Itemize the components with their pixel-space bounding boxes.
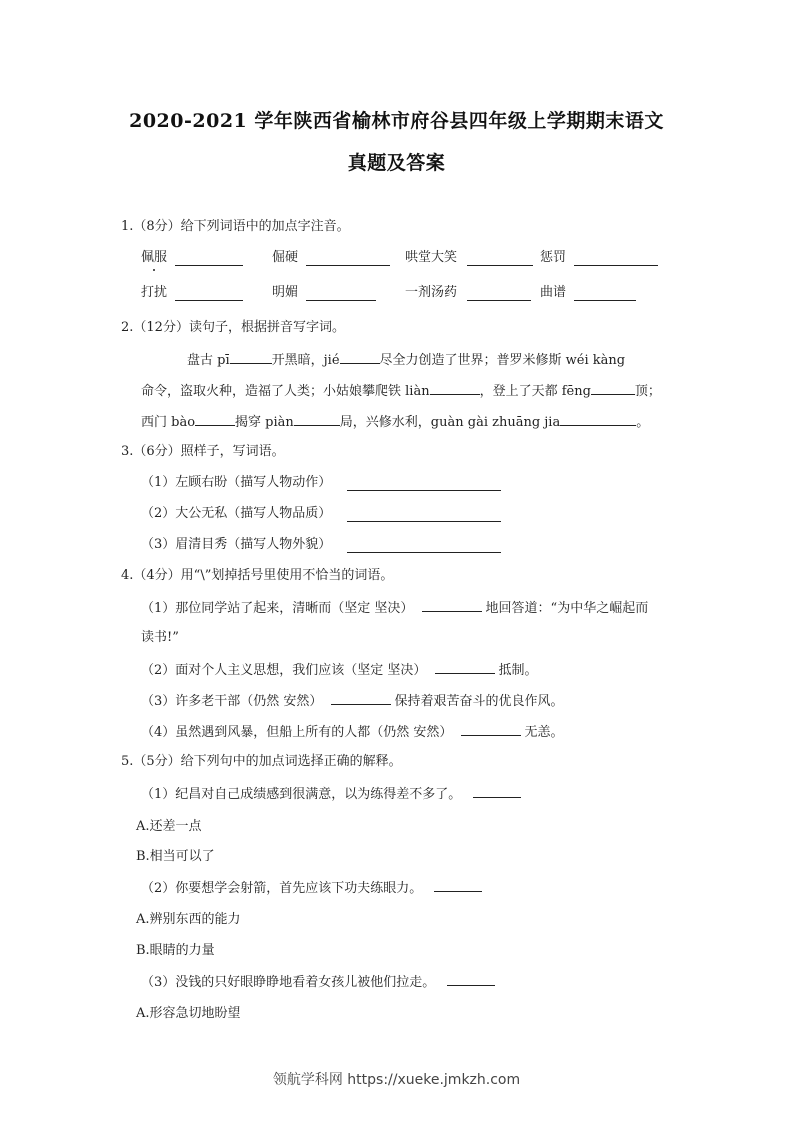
q1-answer-blank-7[interactable] (467, 287, 531, 301)
q1-answer-blank-6[interactable] (306, 287, 376, 301)
q5-sentence-2 (141, 878, 482, 898)
q1-answer-blank-2[interactable] (306, 252, 390, 266)
q4-item-3 (141, 691, 564, 711)
q2-blank-bao[interactable] (195, 412, 235, 426)
q4-answer-blank-1[interactable] (422, 598, 482, 612)
q1-item-qupu: 曲谱 (540, 285, 567, 300)
q2-blank-lian[interactable] (430, 381, 480, 395)
q4-stem: 4.（4分）用“\”划掉括号里使用不恰当的词语。 (121, 568, 394, 583)
q5-option-2a: A.辨别东西的能力 (136, 912, 241, 927)
q4-text: （1）那位同学站了起来，清晰而（坚定 坚决） (141, 601, 414, 616)
q5-option-1b: B.相当可以了 (136, 849, 215, 864)
q1-answer-blank-1[interactable] (175, 252, 243, 266)
q5-text: （2）你要想学会射箭，首先应该下功夫练眼力。 (141, 881, 423, 896)
q2-text: ，登上了天都 fēng (479, 384, 591, 399)
q5-answer-blank-2[interactable] (434, 878, 482, 892)
q2-text: 。 (636, 415, 650, 430)
q2-line-1 (187, 350, 625, 370)
q5-option-3a: A.形容急切地盼望 (136, 1006, 241, 1021)
emphasis-char: 佩服 (141, 250, 168, 265)
q2-line-3 (141, 412, 649, 432)
document-title-line-2: 真题及答案 (347, 152, 446, 174)
q4-answer-blank-2[interactable] (435, 660, 495, 674)
q2-blank-guangai[interactable] (560, 412, 636, 426)
q5-text: （1）纪昌对自己成绩感到很满意，以为练得差不多了。 (141, 787, 462, 802)
q2-line-2 (141, 381, 661, 401)
q4-item-1-cont: 读书!” (141, 630, 179, 645)
q1-item-chengfa: 惩罚 (540, 250, 567, 265)
q2-blank-feng[interactable] (591, 381, 635, 395)
q4-text: 保持着艰苦奋斗的优良作风。 (394, 694, 564, 709)
q2-text: 命令，盗取火种，造福了人类；小姑娘攀爬铁 liàn (141, 384, 430, 399)
q1-item-darao: 打扰 (141, 285, 168, 300)
q5-stem: 5.（5分）给下列句中的加点词选择正确的解释。 (121, 754, 402, 769)
document-title-line-1: 2020-2021 学年陕西省榆林市府谷县四年级上学期期末语文 (129, 110, 664, 132)
q3-item-2: （2）大公无私（描写人物品质） (141, 506, 332, 521)
q2-text: 西门 bào (141, 415, 196, 430)
q4-text: （2）面对个人主义思想，我们应该（坚定 坚决） (141, 663, 427, 678)
footer-watermark: 领航学科网 https://xueke.jmkzh.com (272, 1072, 521, 1088)
q2-text: 顶； (634, 384, 661, 399)
q5-text: （3）没钱的只好眼睁睁地看着女孩儿被他们拉走。 (141, 975, 436, 990)
q5-sentence-3 (141, 972, 495, 992)
q1-answer-blank-4[interactable] (574, 252, 658, 266)
q4-answer-blank-3[interactable] (331, 691, 391, 705)
q1-item-mingmei: 明媚 (272, 285, 299, 300)
q1-answer-blank-5[interactable] (175, 287, 243, 301)
q5-option-1a: A.还差一点 (136, 819, 202, 834)
q1-item-jueying: 倔硬 (272, 250, 299, 265)
q4-text: 无恙。 (524, 725, 564, 740)
q4-text: 抵制。 (498, 663, 538, 678)
q2-text: 揭穿 piàn (235, 415, 294, 430)
q3-item-3: （3）眉清目秀（描写人物外貌） (141, 537, 332, 552)
q3-answer-blank-1[interactable] (347, 477, 501, 491)
q2-text: 盘古 pī (187, 353, 230, 368)
q2-stem: 2.（12分）读句子，根据拼音写字词。 (121, 320, 345, 335)
q4-item-2 (141, 660, 538, 680)
q4-text: （4）虽然遇到风暴，但船上所有的人都（仍然 安然） (141, 725, 453, 740)
q3-answer-blank-3[interactable] (347, 539, 501, 553)
q3-item-1: （1）左顾右盼（描写人物动作） (141, 475, 332, 490)
q1-item-yiji: 一剂汤药 (405, 285, 458, 300)
q5-answer-blank-3[interactable] (447, 972, 495, 986)
q1-stem: 1.（8分）给下列词语中的加点字注音。 (121, 219, 350, 234)
q1-answer-blank-3[interactable] (467, 252, 533, 266)
q2-blank-pian[interactable] (294, 412, 340, 426)
q2-text: 尽全力创造了世界；普罗米修斯 wéi kàng (379, 353, 626, 368)
q3-stem: 3.（6分）照样子，写词语。 (121, 444, 285, 459)
q5-sentence-1 (141, 784, 521, 804)
q2-text: 开黑暗，jié (271, 353, 340, 368)
q3-answer-blank-2[interactable] (347, 508, 501, 522)
q4-item-1 (141, 598, 648, 618)
q5-answer-blank-1[interactable] (473, 784, 521, 798)
q1-answer-blank-8[interactable] (574, 287, 636, 301)
q2-blank-pi[interactable] (230, 350, 272, 364)
q1-item-hongtang: 哄堂大笑 (405, 250, 458, 265)
q4-answer-blank-4[interactable] (461, 722, 521, 736)
q4-text: （3）许多老干部（仍然 安然） (141, 694, 323, 709)
q5-option-2b: B.眼睛的力量 (136, 943, 215, 958)
q2-blank-jie[interactable] (340, 350, 380, 364)
q4-item-4 (141, 722, 564, 742)
q2-text: 局，兴修水利，guàn gài zhuāng jia (339, 415, 561, 430)
q1-item-peifu (141, 249, 167, 267)
q4-text: 地回答道：“为中华之崛起而 (485, 601, 649, 616)
